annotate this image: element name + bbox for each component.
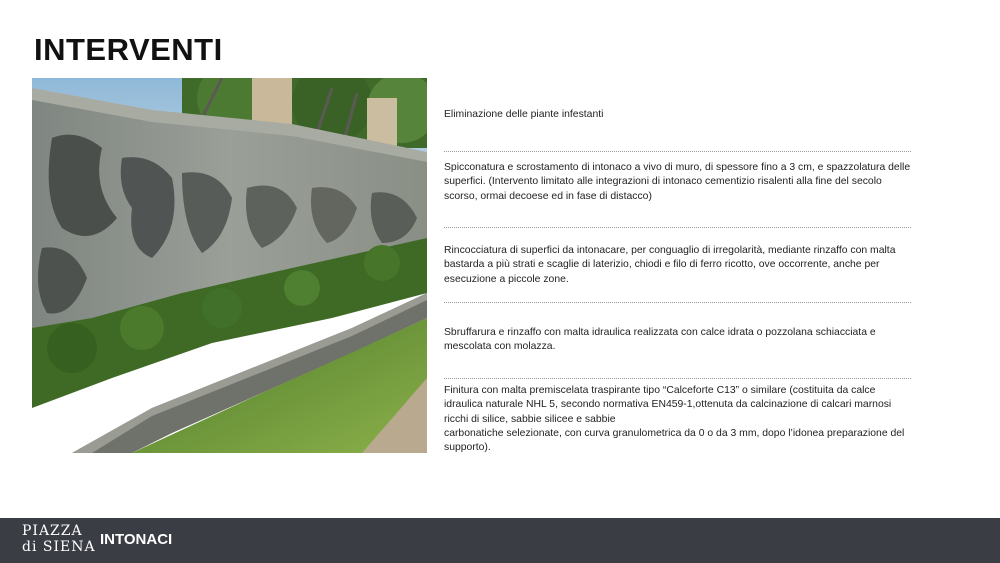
list-item xyxy=(444,152,911,228)
list-item xyxy=(444,78,911,152)
list-item xyxy=(444,228,911,303)
interventions-list xyxy=(444,78,911,459)
logo-line-1: PIAZZA xyxy=(22,523,83,539)
wall-photo xyxy=(32,78,427,453)
list-item-text: Spicconatura e scrostamento di intonaco a vivo di muro, di spessore fino a 3 cm, e spazzolatura delle superfici. (Intervento limitato alle integrazioni di intonaco cementizio risalenti alla fine del secolo scorso, ormai decoese ed in fase di distacco) xyxy=(444,162,911,202)
section-label: INTONACI xyxy=(100,531,173,548)
page-title: INTERVENTI xyxy=(34,32,223,67)
list-item-text: carbonatiche selezionate, con curva granulometrica da 0 o da 3 mm, dopo l’idonea preparazione del supporto). xyxy=(444,427,905,454)
logo-line-2: di SIENA xyxy=(22,539,96,555)
list-item-text: Eliminazione delle piante infestanti xyxy=(444,109,604,120)
list-item xyxy=(444,379,911,459)
list-item-text: Sbruffarura e rinzaffo con malta idraulica realizzata con calce idrata o pozzolana schiacciata e mescolata con molazza. xyxy=(444,327,876,353)
list-item-text: Finitura con malta premiscelata traspirante tipo “Calceforte C13” o similare (costituita da calce idraulica naturale NHL 5, secondo normativa EN459-1,ottenuta da calcinazione di calcari marnosi ricchi di silice, sabbie silicee e sabbie xyxy=(444,385,892,425)
piazza-di-siena-logo xyxy=(22,523,96,555)
footer-bar xyxy=(0,518,1000,563)
list-item-text: Rincocciatura di superfici da intonacare, per conguaglio di irregolarità, mediante rinzaffo con malta bastarda a più strati e scaglie di laterizio, chiodi e filo di ferro ricotto, ove occorrente, anche per esecuzione a piccole zone. xyxy=(444,245,896,285)
list-item xyxy=(444,303,911,379)
